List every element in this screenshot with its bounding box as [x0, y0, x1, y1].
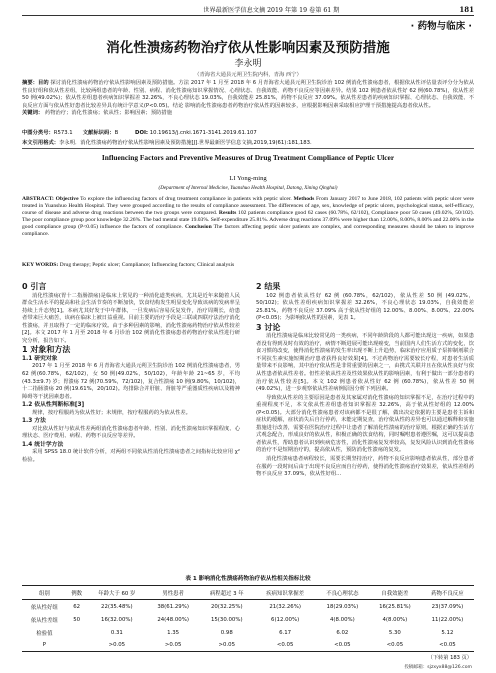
english-affiliation: (Department of Internal Medicine, Yuanshuo Health Hospital, Datong, Xining Qinghai)	[158, 185, 338, 191]
abstract-label: 摘要：目的	[22, 80, 49, 86]
section-tag: · 药物与临床 ·	[410, 21, 472, 32]
table-row	[22, 600, 474, 614]
citation-text: 李永明．消化性溃疡药物治疗依从性影响因素及预防措施[J].世界最新医学信息文摘,2019,19(61):181,183.	[59, 140, 312, 146]
table-cell: 20(32.25%)	[210, 603, 243, 610]
table-cell: <0.05	[276, 642, 294, 649]
english-keywords	[22, 262, 474, 269]
table-header-cell: 例数	[71, 590, 83, 597]
table-header-row	[22, 586, 474, 600]
table-caption: 表 1 影响消化性溃疡药物治疗依从性相关指标比较	[185, 576, 311, 582]
en-results-text: 102 patients compliance good 62 cases (60.78%, 62/102), Compliance poor 50 cases (49.02%, 50/102). The poor compliance group poor knowledge 32.26%. The bad mental state 19.03%. Self-expenditure 25.81%. Adverse drug reactions 37.09% were higher than 12.00%, 8.00%, 8.00% and 22.00% in the good compliance group (P<0.05) influence the factors of compliance.	[22, 210, 474, 230]
table-cell: 16(32.00%)	[101, 616, 133, 623]
clc-code: R573.1	[53, 130, 73, 136]
table-header-cell: 药物不良反应	[431, 590, 464, 597]
table-cell: 4(8.00%)	[382, 616, 408, 623]
table-cell: >0.05	[164, 642, 182, 649]
table-cell: 依从性差组	[30, 617, 58, 624]
discussion-paragraph-3: 消化性溃疡患者病程较长，需要长期坚持治疗，药物不良反应影响患者依从性，部分患者在服药一段时间后由于出现不良反应而自行停药，使得消化性溃疡治疗效果差，依从性差组药物不良反应 37.09%，依从性好组...	[256, 456, 474, 478]
table-cell: 23(37.09%)	[431, 603, 464, 610]
table-header-cell: 不良心理状态	[326, 590, 359, 597]
section-heading-discussion: 3 讨论	[256, 322, 281, 332]
en-methods-label: Methods	[293, 196, 315, 202]
results-paragraph: 102 例患者依从性好 62 例 (60.78%，62/102)，依从性差 50 例 (49.02%，50/102)；依从性差组疾病知识掌握差 32.26%，不良心理状态 19.03%，自我效能差 25.81%，药物不良反应 37.09% 高于依从性好组的 12.00%、8.00%、8.00%、22.00%(P<0.05)；为影响依从性的因素，见表 1。	[256, 292, 474, 322]
chinese-abstract	[22, 80, 474, 118]
discussion-paragraph-1: 消化性溃疡是临床比较常见的一类疾病，不同年龄阶段的人都可能出现这一疾病，如果患者没有得到及时有效的治疗，病情不断进展可能出现癌变，当前国内人们生活方式的变化，饮食习惯的改变，使得消化性溃疡的发生率出现不断上升趋势，临床治疗应用质子泵抑制剂联合不同抗生素实施短期治疗患者获得良好效果[4]。不过药物治疗需要较长疗程，对患者生活质量带来不良影响，其中治疗依从性是非常重要的因素之一，由携式关联并且在依从性良好与依从性患者依从性差者。但性差依从性差及性效果依从性的影响因素，有利于做出一部分患者的治疗依从性较差[5]。本文 102 例患者依从性好 62 例 (60.78%)，依从性差 50 例 (49.02%)，进一步观察依从性差病例原因分析下列因素。	[256, 333, 474, 393]
table-cell: 15(30.00%)	[210, 616, 243, 623]
table-cell: 50	[73, 616, 81, 623]
section-divider	[22, 148, 474, 149]
table-row	[22, 613, 474, 626]
table-cell: 依从性好组	[30, 604, 58, 611]
table-cell: P	[42, 642, 46, 649]
table-row	[22, 627, 474, 640]
section-heading-intro: 0 引言	[22, 282, 47, 291]
table-cell: 0.98	[220, 630, 233, 637]
table-cell: 18(29.03%)	[326, 603, 359, 610]
table-cell: 62	[73, 603, 81, 610]
header-rule	[22, 15, 474, 16]
keywords-text: 药物治疗；消化性溃疡；依从性；影响因素；预防措施	[44, 110, 173, 117]
table-header-cell: 男性患者	[162, 590, 184, 597]
doc-code: B	[114, 130, 119, 136]
table-cell: <0.05	[439, 642, 456, 649]
en-keywords-text: Drug therapy; Peptic ulcer; Compliance; Influencing factors; Clinical analysis	[58, 262, 235, 268]
citation-row	[22, 138, 474, 146]
en-conclusion-label: Conclusion	[184, 224, 212, 230]
results-table-block	[22, 574, 474, 652]
doc-code-label: 文献标识码：	[82, 130, 115, 136]
doi-value[interactable]: 10.19613/j.cnki.1671-3141.2019.61.107	[149, 130, 257, 136]
results-table	[22, 585, 474, 652]
en-objective-text: To explore the influencing factors of drug treatment compliance in patients with peptic ulcer.	[78, 196, 294, 202]
table-cell: 22(35.48%)	[101, 603, 133, 610]
en-conclusion-text: The factors affecting peptic ulcer patients are complex, and corresponding measures should be taken to improve compliance.	[22, 224, 474, 237]
table-cell	[67, 627, 87, 640]
english-title: Influencing Factors and Preventive Measures of Drug Treatment Compliance of Peptic Ulcer	[101, 153, 395, 162]
table-cell: 6.17	[279, 630, 292, 637]
english-author: LI Yong-ming	[229, 175, 267, 182]
classification-row	[22, 128, 474, 136]
body-right-column	[256, 283, 474, 480]
table-cell: 4(8.00%)	[329, 616, 355, 623]
table-cell: 0.31	[110, 630, 123, 637]
table-cell: 38(61.29%)	[157, 603, 189, 610]
keywords-label: 关键词：	[22, 110, 44, 117]
table-cell: 11(22.00%)	[431, 616, 464, 623]
page-number: 181	[459, 4, 474, 14]
table-cell: 5.30	[388, 630, 401, 637]
article-title: 消化性溃疡药物治疗依从性影响因素及预防措施	[106, 40, 390, 56]
table-cell: 24(48.00%)	[157, 616, 189, 623]
table-header-cell: 年龄大于 60 岁	[98, 590, 136, 597]
table-cell: 21(32.26%)	[269, 603, 301, 610]
english-abstract	[22, 196, 474, 238]
subsection-heading-method: 1.3 方法	[22, 418, 46, 425]
table-cell: 1.35	[167, 630, 180, 637]
section-heading-results: 2 结果	[256, 282, 281, 291]
citation-label: 本文引用格式：	[22, 140, 60, 146]
table-cell: 检验值	[36, 631, 53, 638]
table-cell	[67, 640, 87, 652]
table-cell: 16(25.81%)	[379, 603, 411, 610]
table-cell: >0.05	[108, 642, 126, 649]
table-cell: >0.05	[218, 642, 236, 649]
statistics-paragraph: 采用 SPSS 18.0 统计软件分析，对两组不同依从性消化性溃疡患者之间指标比较应用 χ² 检验。	[22, 449, 240, 464]
en-keywords-label: KEY WORDS:	[22, 262, 59, 268]
discussion-paragraph-2: 导致依从性差的主要原因是患者及其家属对消化性溃疡的知识掌握不足，在治疗过程中的重视程度不足，本文依从性差组患者知识掌握差 32.26%，高于依从性好组的 12.00%(P<0.05)。大部分消化性溃疡患者对该病都不是很了解，做出决定依据的主要是患者主诉和症状的缓解，症状消失后自行停药，未能定期复查，治疗依从性的差异也可以通过解释和实施措施进行改善，需要在医院治疗过程中让患者了解消化性溃疡的治疗原则，根据正确的生活方式观念配合，形成良好的依从性，积极正确的饮食结构，同时嘱咐患者遵医嘱，这可以提高患者依从性，帮助患者认识到疾病危害性，消化性溃疡复发率较高，复发风险认识到消化性溃疡的治疗不是短期治疗的，提高依从性，预防消化性溃疡的复发。	[256, 394, 474, 454]
subsection-heading-subjects: 1.1 研究对象	[22, 355, 58, 362]
section-heading-methods: 1 对象和方法	[22, 345, 71, 355]
abstract-text: 探讨消化性溃疡药物治疗依从性影响因素及预防措施。方法 2017 年 1 月至 2018 年 6 月青海省大通县元朔卫生院诊治 102 例消化性溃疡患者，根据依从性评估量表评分分为依从性良好组和依从性差组，比较两组患者的年龄、性别、病程、消化性溃疡知识掌握情况、心理状态、自我效能、药物不良反应等因素差异。结果 102 例患者依从性好 62 例(60.78%)，依从性差 50 例(49.02%)；依从性差组患者疾病知识掌握差 32.26%，不良心理状态 19.03%，自我效能差 25.81%，药物不良反应 37.09%。依从性差患者的疾病知识掌握、心理状态、自我效能、不良反应方面与依从性好患者比较差异具有统计学意义(P<0.05)。结论 影响消化性溃疡患者药物治疗依从性的因素较多，应根据影响因素采取相应护理干预措施提高患者依从性。	[22, 80, 475, 109]
criteria-paragraph: 规律，按疗程服药为依从性好；未规律，按疗程服药的为依从性差。	[32, 409, 191, 416]
submission-email: 投稿邮箱：sjzxyx88@126.com	[404, 665, 472, 670]
author-affiliation: （青海省大通县元朔卫生院内科，青海 西宁）	[194, 72, 302, 78]
journal-name: 世界最新医学信息文摘 2019 年第 19 卷第 61 期	[203, 6, 340, 14]
intro-paragraph: 消化性溃疡(胃十二指肠溃疡)是临床上常见的一种消化道类疾病，尤其是近年来随着人民群众生活水平的提高和社会生活节奏的不断加快，饮食结构发生明显变化导致该病的发病率呈持续上升态势[1]。本病尤其好发于中年群体，一旦发病后容易反复发作，治疗周期长，给患者带来巨大痛苦，该病在临床上被日益重视。目前主要的治疗手段是三联或四联疗法治疗消化性溃疡，并且取得了一定的临床疗效。由于多种因素的影响，消化性溃疡药物治疗依从性较差[2]。本文 2017 年 1 月至 2018 年 6 月诊治 102 例消化性溃疡患者药物治疗依从性进行研究分析，报告如下。	[22, 292, 240, 344]
table-header-cell: 组别	[38, 590, 50, 597]
running-header	[22, 3, 474, 15]
table-cell: 6.02	[336, 630, 349, 637]
method-paragraph: 对比依从性好与依从性差两组消化性溃疡患者年龄、性别、消化性溃疡知识掌握程度、心理状态、医疗费用、病程、药物不良反应等差异。	[22, 425, 240, 440]
table-header-cell: 自我效能差	[381, 590, 409, 597]
author-name: 李永明	[234, 59, 262, 69]
subsection-heading-criteria: 1.2 依从性判断标准[3]	[22, 402, 85, 409]
body-left-column	[22, 283, 240, 466]
clc-label: 中图分类号：	[22, 130, 54, 136]
table-cell: <0.05	[386, 642, 404, 649]
continued-note: （下转第 183 页）	[427, 655, 472, 661]
table-cell: <0.05	[334, 642, 351, 649]
en-results-label: Results	[218, 210, 237, 216]
subjects-paragraph: 2017 年 1 月至 2018 年 6 月青海省大通县元朔卫生院诊治 102 例消化性溃疡患者，男 62 例(60.78%，62/102)，女 50 例(49.02%，50/102)，年龄年龄 21~65 岁，平均 (43.3±9.7) 岁；胃溃疡 72 例(70.59%，72/102)，复合性溃疡 10 例(9.80%，10/102)，十二指肠溃疡 20 例(19.61%，20/102)。均排除合并肝脏、肾脏等严重器质性疾病以及精神障碍等干扰因素患者。	[22, 363, 240, 400]
subsection-heading-statistics: 1.4 统计学方法	[22, 441, 64, 448]
table-row	[22, 640, 474, 652]
doi-label: DOI:	[135, 130, 149, 136]
table-header-cell: 病程超过 3 年	[209, 590, 244, 597]
table-header-cell: 疾病知识掌握差	[266, 590, 304, 597]
en-methods-text: From January 2017 to June 2018, 102 patients with peptic ulcer were treated in Yuanshuo Health Hospital. They were grouped according to the results of compliance assessment. The differences of age, sex, knowledge of peptic ulcers, psychological status, self-efficacy, course of disease and adverse drug reactions between the two groups were compared.	[22, 196, 474, 216]
table-cell: 6(12.00%)	[271, 616, 300, 623]
table-cell: 5.12	[441, 630, 454, 637]
en-abstract-label: ABSTRACT: Objective	[22, 196, 79, 202]
